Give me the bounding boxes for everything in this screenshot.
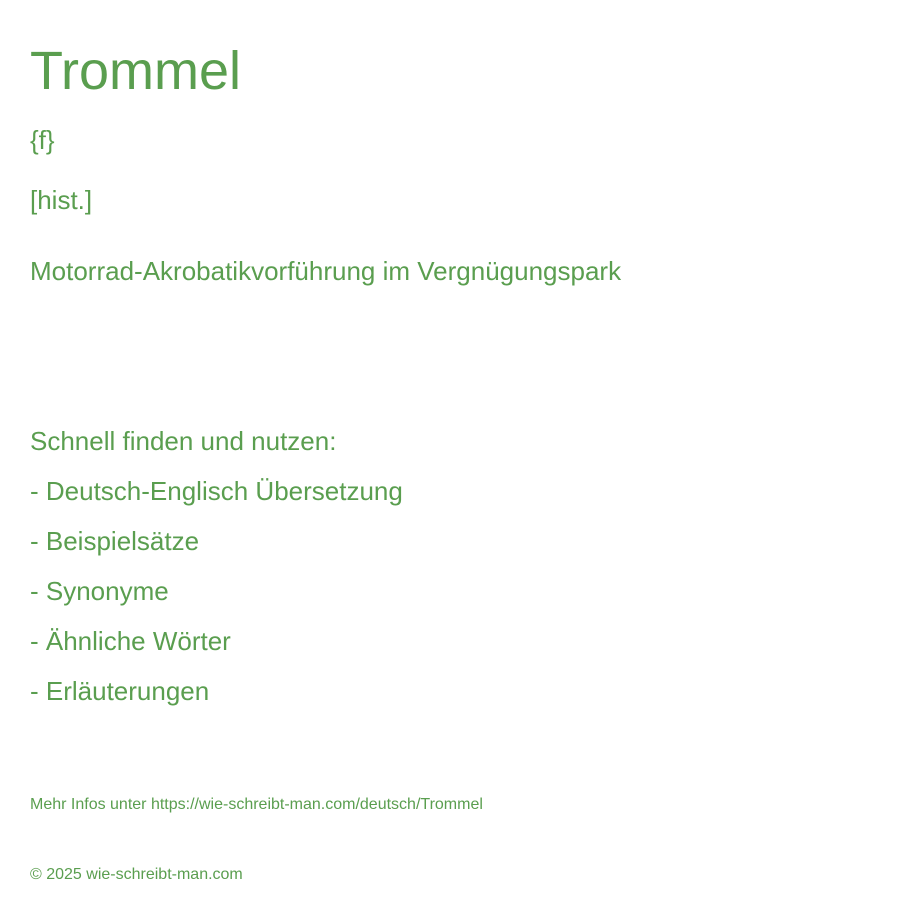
- definition-text: Motorrad-Akrobatikvorführung im Vergnügungspark: [30, 256, 622, 286]
- more-info: [30, 795, 483, 815]
- gender-label: {f}: [30, 125, 55, 155]
- quick-link-example-sentences: - Beispielsätze: [30, 526, 200, 556]
- quick-links-title: Schnell finden und nutzen:: [30, 426, 337, 456]
- copyright-text: © 2025 wie-schreibt-man.com: [30, 866, 243, 883]
- quick-link-translation: - Deutsch-Englisch Übersetzung: [30, 476, 403, 506]
- quick-link-explanations: - Erläuterungen: [30, 676, 210, 706]
- usage-tag: [hist.]: [30, 185, 93, 215]
- more-info-link[interactable]: https://wie-schreibt-man.com/deutsch/Trommel: [150, 796, 483, 813]
- quick-link-synonyms: - Synonyme: [30, 576, 169, 606]
- word-title: Trommel: [30, 41, 241, 101]
- more-info-prefix: Mehr Infos unter: [30, 796, 151, 813]
- quick-links-list: [30, 475, 403, 725]
- quick-link-similar-words: - Ähnliche Wörter: [30, 626, 231, 656]
